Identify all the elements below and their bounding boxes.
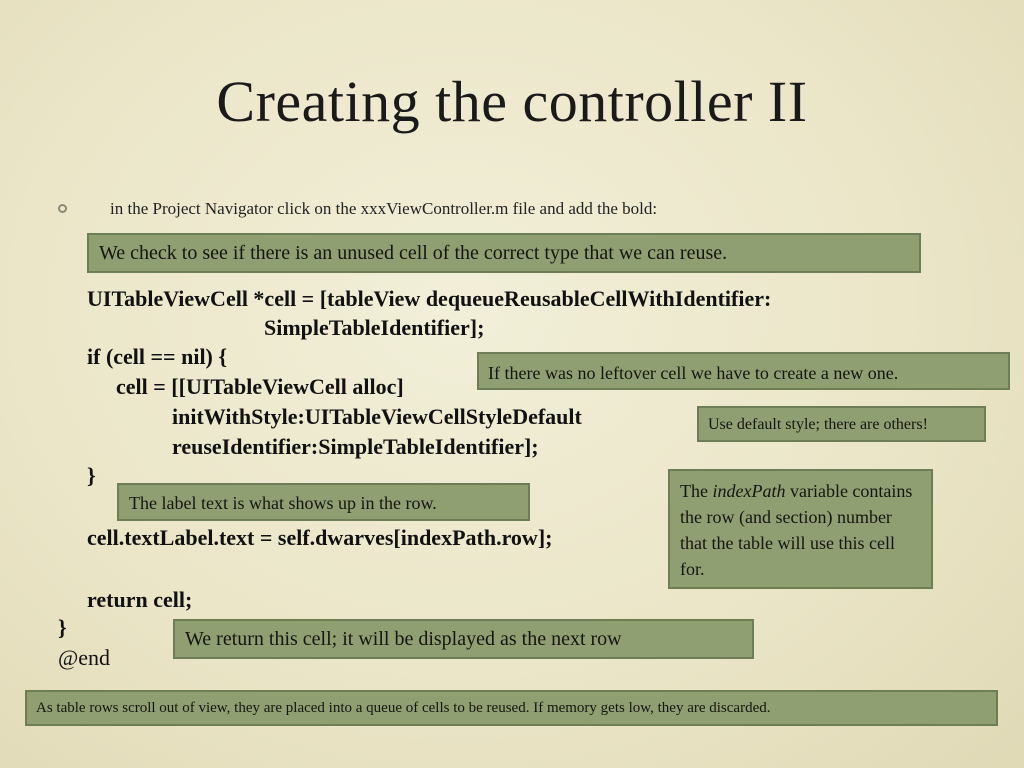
slide-title: Creating the controller II bbox=[216, 69, 808, 134]
code-line-2: SimpleTableIdentifier]; bbox=[264, 315, 485, 340]
note-return-cell: We return this cell; it will be displayed as the next row bbox=[173, 619, 754, 659]
code-line-4: cell = [[UITableViewCell alloc] bbox=[116, 374, 404, 399]
code-line-9: return cell; bbox=[87, 587, 193, 612]
code-line-3: if (cell == nil) { bbox=[87, 344, 228, 369]
code-line-10: } bbox=[58, 615, 67, 640]
code-line-1: UITableViewCell *cell = [tableView dequeueReusableCellWithIdentifier: bbox=[87, 286, 772, 311]
bullet-text: in the Project Navigator click on the xxxViewController.m file and add the bold: bbox=[110, 199, 658, 218]
note-indexpath-prefix: The bbox=[680, 481, 713, 501]
note-indexpath-term: indexPath bbox=[712, 481, 786, 501]
code-line-11: @end bbox=[58, 645, 111, 670]
note-queue-info: As table rows scroll out of view, they are placed into a queue of cells to be reused. If memory gets low, they are discarded. bbox=[25, 690, 998, 726]
note-indexpath bbox=[668, 469, 933, 589]
note-label-text: The label text is what shows up in the row. bbox=[117, 483, 530, 521]
note-create-new: If there was no leftover cell we have to create a new one. bbox=[477, 352, 1010, 390]
bullet-circle-icon bbox=[58, 204, 67, 213]
code-line-6: reuseIdentifier:SimpleTableIdentifier]; bbox=[172, 434, 539, 459]
code-line-8: cell.textLabel.text = self.dwarves[indexPath.row]; bbox=[87, 525, 553, 550]
code-line-7: } bbox=[87, 463, 96, 488]
note-indexpath-suffix: variable contains the row (and section) number that the table will use this cell for. bbox=[680, 481, 913, 579]
note-default-style: Use default style; there are others! bbox=[697, 406, 986, 442]
code-line-5: initWithStyle:UITableViewCellStyleDefault bbox=[172, 404, 582, 429]
note-reuse-check: We check to see if there is an unused cell of the correct type that we can reuse. bbox=[87, 233, 921, 273]
